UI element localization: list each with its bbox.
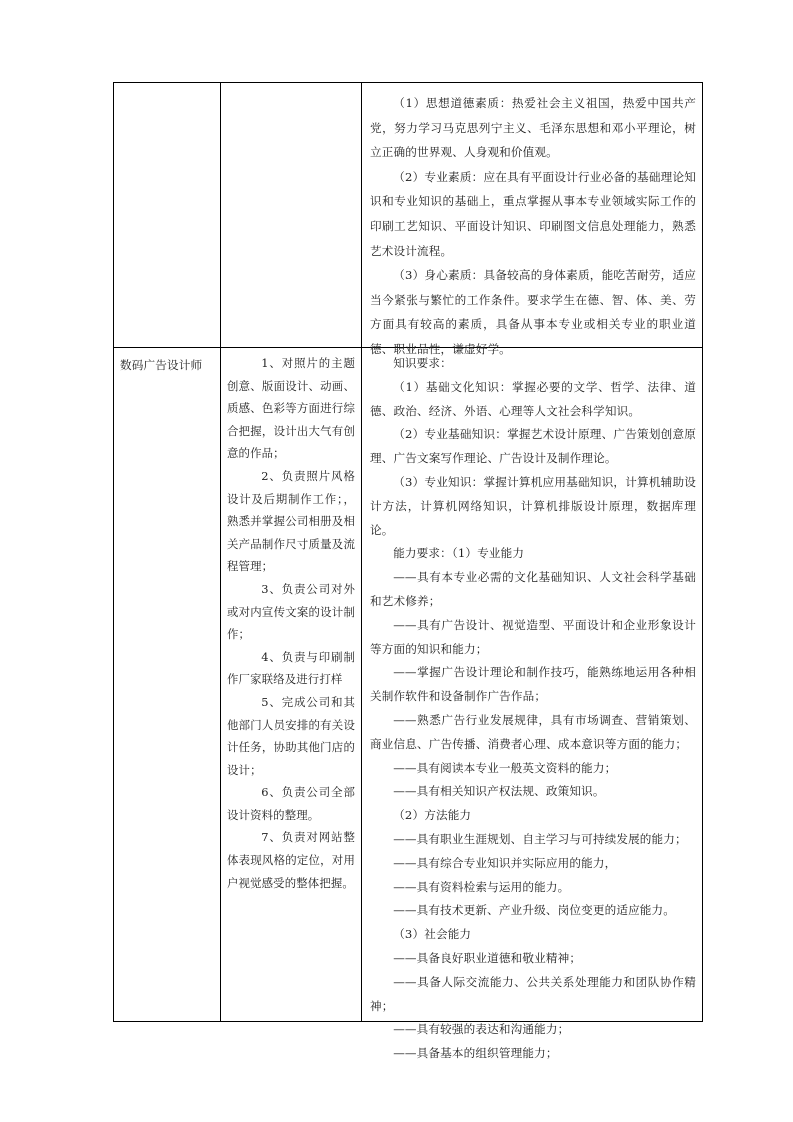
duty-item: 7、负责对网站整体表现风格的定位，对用户视觉感受的整体把握。 <box>227 830 355 890</box>
job-table <box>113 82 703 1061</box>
duty-item: 2、负责照片风格设计及后期制作工作；，熟悉并掌握公司相册及相关产品制作尺寸质量及流程管理； <box>227 468 355 574</box>
duty-item: 4、负责与印刷制作厂家联络及进行打样 <box>227 649 355 687</box>
requirement-line: ——具有综合专业知识并实际应用的能力， <box>393 855 617 870</box>
requirement-line: （1）基础文化知识：掌握必要的文学、哲学、法律、道德、政治、经济、外语、心理等人文社会科学知识。 <box>370 379 696 418</box>
column-divider-2 <box>361 83 362 1021</box>
requirement-line: ——具有职业生涯规划、自主学习与可持续发展的能力； <box>393 831 687 846</box>
quality-paragraph-physical: （3）身心素质：具备较高的身体素质，能吃苦耐劳，适应当今紧张与繁忙的工作条件。要求学生在德、智、体、美、劳方面具有较高的素质，具备从事本专业或相关专业的职业道德、职业品性，谦虚好学。 <box>370 268 696 356</box>
requirement-line: ——具有本专业必需的文化基础知识、人文社会科学基础和艺术修养； <box>370 570 696 608</box>
ability-heading: 能力要求：（1）专业能力 <box>393 546 525 561</box>
requirement-line: ——具备人际交流能力、公共关系处理能力和团队协作精神； <box>370 974 696 1013</box>
requirement-line: ——具备良好职业道德和敬业精神； <box>393 950 582 965</box>
duties-cell <box>227 352 355 894</box>
requirement-line: ——具有资料检索与运用的能力。 <box>393 879 570 894</box>
duty-item: 5、完成公司和其他部门人员安排的有关设计任务，协助其他门店的设计； <box>227 694 355 777</box>
role-title: 数码广告设计师 <box>120 358 203 372</box>
duty-item: 3、负责公司对外或对内宣传文案的设计制作； <box>227 581 355 642</box>
requirement-line: ——具有阅读本专业一般英文资料的能力； <box>393 760 617 775</box>
duty-item: 1、对照片的主题创意、版面设计、动画、质感、色彩等方面进行综合把握，设计出大气有创意的作品； <box>227 356 355 461</box>
requirement-line: ——具备基本的组织管理能力； <box>393 1046 558 1061</box>
quality-paragraph-professional: （2）专业素质：应在具有平面设计行业必备的基础理论知识和专业知识的基础上，重点掌握从事本专业领域实际工作的印刷工艺知识、平面设计知识、印刷图文信息处理能力，熟悉艺术设计流程。 <box>370 169 696 258</box>
social-ability-heading: （3）社会能力 <box>393 927 472 942</box>
knowledge-heading: 知识要求： <box>393 356 452 370</box>
quality-paragraph-moral: （1）思想道德素质：热爱社会主义祖国，热爱中国共产党，努力学习马克思列宁主义、毛泽东思想和邓小平理论，树立正确的世界观、人身观和价值观。 <box>370 96 696 160</box>
requirement-line: ——具有较强的表达和沟通能力； <box>393 1022 570 1037</box>
requirement-line: ——具有相关知识产权法规、政策知识。 <box>393 784 605 799</box>
requirements-cell <box>370 352 696 1066</box>
column-divider-1 <box>220 83 221 1021</box>
requirement-line: （2）专业基础知识：掌握艺术设计原理、广告策划创意原理、广告文案写作理论、广告设计及制作理论。 <box>370 427 696 466</box>
requirement-line: （3）专业知识：掌握计算机应用基础知识，计算机辅助设计方法，计算机网络知识，计算机排版设计原理，数据库理论。 <box>370 474 696 537</box>
requirement-line: ——具有广告设计、视觉造型、平面设计和企业形象设计等方面的知识和能力； <box>370 617 696 656</box>
row1-quality-cell <box>370 91 696 362</box>
method-ability-heading: （2）方法能力 <box>393 808 472 823</box>
requirement-line: ——掌握广告设计理论和制作技巧，能熟练地运用各种相关制作软件和设备制作广告作品； <box>370 665 696 704</box>
role-title-cell <box>120 353 216 378</box>
requirement-line: ——熟悉广告行业发展规律，具有市场调查、营销策划、商业信息、广告传播、消费者心理、成本意识等方面的能力； <box>370 712 696 751</box>
requirement-line: ——具有技术更新、产业升级、岗位变更的适应能力。 <box>393 903 676 918</box>
duty-item: 6、负责公司全部设计资料的整理。 <box>227 785 355 822</box>
